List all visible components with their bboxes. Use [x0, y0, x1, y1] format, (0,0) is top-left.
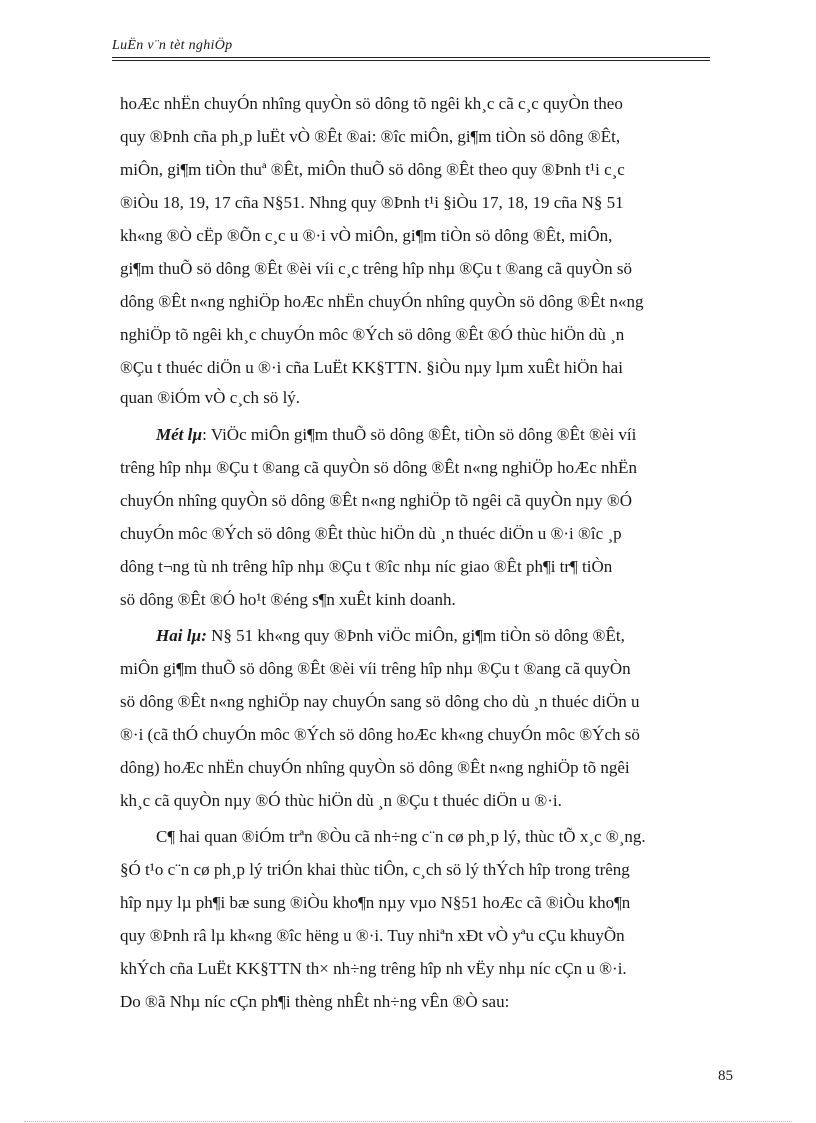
text-line: miÔn, gi¶m tiÒn thuª ®Êt, miÔn thuÕ sö dông ®Êt theo quy ®Þnh t¹i c¸c: [120, 160, 625, 179]
text-line: dông ®Êt n«ng nghiÖp hoÆc nhËn chuyÓn nhîng quyÒn sö dông ®Êt n«ng: [120, 292, 644, 311]
text-run: N§ 51 kh«ng quy ®Þnh viÖc miÔn, gi¶m tiÒn sö dông ®Êt,: [206, 626, 625, 645]
footer-divider: [24, 1121, 792, 1122]
paragraph-first-line: [156, 626, 716, 646]
text-line: quy ®Þnh cña ph¸p luËt vÒ ®Êt ®ai: ®îc miÔn, gi¶m tiÒn sö dông ®Êt,: [120, 127, 621, 146]
text-line: nghiÖp tõ ngêi kh¸c chuyÓn môc ®Ých sö dông ®Êt ®Ó thùc hiÖn dù ¸n: [120, 325, 625, 344]
paragraph-lead: Hai lµ:: [156, 626, 207, 645]
text-line: sö dông ®Êt ®Ó ho¹t ®éng s¶n xuÊt kinh doanh.: [120, 590, 456, 609]
text-line: hîp nµy lµ ph¶i bæ sung ®iÒu kho¶n nµy vµo N§51 hoÆc cã ®iÒu kho¶n: [120, 893, 631, 912]
text-line: Do ®ã Nhµ níc cÇn ph¶i thèng nhÊt nh÷ng vÊn ®Ò sau:: [120, 992, 510, 1011]
text-line: hoÆc nhËn chuyÓn nhîng quyÒn sö dông tõ ngêi kh¸c cã c¸c quyÒn theo: [120, 94, 623, 113]
page-number: 85: [718, 1068, 733, 1084]
header-rule-top: [112, 57, 710, 58]
paragraph-lead: Mét lµ: [156, 425, 203, 444]
text-line: sö dông ®Êt n«ng nghiÖp nay chuyÓn sang sö dông cho dù ¸n thuéc diÖn u: [120, 692, 640, 711]
text-line: ®Çu t thuéc diÖn u ®·i cña LuËt KK§TTN. §iÒu nµy lµm xuÊt hiÖn hai: [120, 358, 623, 377]
paragraph-first-line: C¶ hai quan ®iÓm trªn ®Òu cã nh÷ng c¨n cø ph¸p lý, thùc tÕ x¸c ®¸ng.: [156, 827, 646, 846]
header-rule-bottom: [112, 60, 710, 61]
text-line: ®·i (cã thÓ chuyÓn môc ®Ých sö dông hoÆc kh«ng chuyÓn môc ®Ých sö: [120, 725, 640, 744]
text-line: dông) hoÆc nhËn chuyÓn nhîng quyÒn sö dông ®Êt n«ng nghiÖp tõ ngêi: [120, 758, 630, 777]
text-line: ®iÒu 18, 19, 17 cña N§51. Nhng quy ®Þnh t¹i §iÒu 17, 18, 19 cña N§ 51: [120, 193, 624, 212]
text-line: kh«ng ®Ò cËp ®Õn c¸c u ®·i vÒ miÔn, gi¶m tiÒn sö dông ®Êt, miÔn,: [120, 226, 613, 245]
text-line: miÔn gi¶m thuÕ sö dông ®Êt ®èi víi trêng hîp nhµ ®Çu t ®ang cã quyÒn: [120, 659, 631, 678]
text-line: khÝch cña LuËt KK§TTN th× nh÷ng trêng hîp nh vËy nhµ níc cÇn u ®·i.: [120, 959, 627, 978]
running-header: LuËn v¨n tèt nghiÖp: [112, 38, 233, 53]
text-run: : ViÖc miÔn gi¶m thuÕ sö dông ®Êt, tiÒn sö dông ®Êt ®èi víi: [202, 425, 637, 444]
text-line: kh¸c cã quyÒn nµy ®Ó thùc hiÖn dù ¸n ®Çu t thuéc diÖn u ®·i.: [120, 791, 562, 810]
paragraph-first-line: [156, 425, 716, 445]
text-line: chuyÓn nhîng quyÒn sö dông ®Êt n«ng nghiÖp tõ ngêi cã quyÒn nµy ®Ó: [120, 491, 633, 510]
text-line: quy ®Þnh râ lµ kh«ng ®îc hëng u ®·i. Tuy nhiªn xÐt vÒ yªu cÇu khuyÕn: [120, 926, 625, 945]
text-line: dông t¬ng tù nh trêng hîp nhµ ®Çu t ®îc nhµ níc giao ®Êt ph¶i tr¶ tiÒn: [120, 557, 613, 576]
text-line: gi¶m thuÕ sö dông ®Êt ®èi víi c¸c trêng hîp nhµ ®Çu t ®ang cã quyÒn sö: [120, 259, 633, 278]
text-line: §Ó t¹o c¨n cø ph¸p lý triÓn khai thùc tiÔn, c¸ch sö lý thÝch hîp trong trêng: [120, 860, 630, 879]
text-line: quan ®iÓm vÒ c¸ch sö lý.: [120, 388, 301, 407]
text-line: trêng hîp nhµ ®Çu t ®ang cã quyÒn sö dông ®Êt n«ng nghiÖp hoÆc nhËn: [120, 458, 637, 477]
text-line: chuyÓn môc ®Ých sö dông ®Êt thùc hiÖn dù ¸n thuéc diÖn u ®·i ®îc ¸p: [120, 524, 622, 543]
